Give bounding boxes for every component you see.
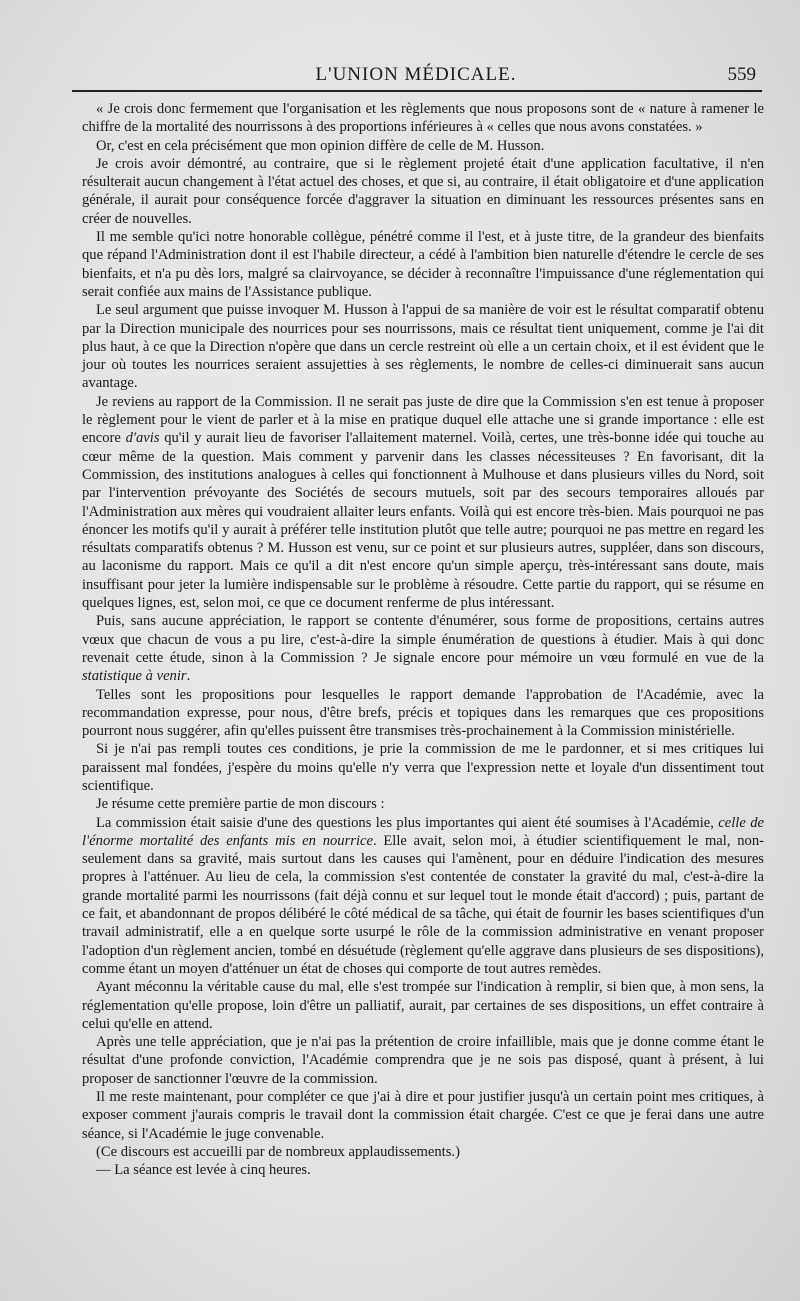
paragraph-9: Si je n'ai pas rempli toutes ces conditions, je prie la commission de me le pardonner, et si mes critiques lui paraissent mal fondées, j'espère du moins qu'elle n'y verra que l'expression nette et loyale d'un dissentiment tout scientifique. [82,741,764,794]
paragraph-6-post: qu'il y aurait lieu de favoriser l'allaitement maternel. Voilà, certes, une très-bonne idée qui touche au cœur même de la question. Mais comment y parvenir dans les classes nécessiteuses ? En favorisant, dit la Commission, des institutions analogues à celles qui fonctionnent à Mulhouse et dans plusieurs villes du Nord, soit par l'intervention prévoyante des Sociétés de secours mutuels, soit par des secours temporaires alloués par l'Administration aux mères qui voudraient allaiter leurs enfants. Voilà qui est encore très-bien. Mais pourquoi ne pas énoncer les motifs qu'il y aurait à préférer telle institution plutôt que telle autre; pourquoi ne pas mettre en regard les résultats comparatifs obtenus ? M. Husson est venu, sur ce point et sur plusieurs autres, suppléer, dans son discours, au laconisme du rapport. Mais ce qu'il a dit n'est encore qu'un simple aperçu, très-intéressant sans doute, mais insuffisant pour jeter la lumière indispensable sur le problème à résoudre. Cette partie du rapport, qui se résume en quelques lignes, est, selon moi, ce que ce document renferme de plus intéressant. [82,430,764,612]
body-text [82,100,764,1180]
paragraph-11 [82,814,764,979]
paragraph-7-pre: Puis, sans aucune appréciation, le rapport se contente d'énumérer, sous forme de propositions, certains autres vœux que chacun de vous a pu lire, c'est-à-dire la simple énumération de questions à étudier. Mais à qui donc revenait cette étude, sinon à la Commission ? Je signale encore pour mémoire un vœu formulé en vue de la [82,613,764,666]
paragraph-7-italic: statistique à venir [82,668,187,685]
running-title: L'UNION MÉDICALE. [315,64,517,85]
paragraph-10: Je résume cette première partie de mon discours : [96,796,385,813]
paragraph-6-pre: Je reviens au rapport de la Commission. Il ne serait pas juste de dire que la Commission s'en est tenue à proposer le règlement pour le vient de parler et à la mise en pratique duquel elle attache une si grande importance : elle est encore [82,393,764,447]
paragraph-1: « Je crois donc fermement que l'organisation et les règlements que nous proposons sont de « nature à ramener le chiffre de la mortalité des nourrissons à des proportions inférieures à « celles que nous avons constatées. » [82,101,764,136]
paragraph-6-italic: d'avis [125,430,160,447]
page-number: 559 [727,64,756,85]
paragraph-7 [82,612,764,685]
paragraph-14: Il me reste maintenant, pour compléter ce que j'ai à dire et pour justifier jusqu'à un certain point mes critiques, à exposer comment j'aurais compris le travail dont la commission était chargée. C'est ce que je ferai dans une autre séance, si l'Académie le juge convenable. [82,1089,764,1142]
session-end-note: — La séance est levée à cinq heures. [96,1162,311,1179]
paragraph-8: Telles sont les propositions pour lesquelles le rapport demande l'approbation de l'Académie, avec la recommandation expresse, pour nous, d'être brefs, précis et topiques dans les remarques que ces propositions pourront nous suggérer, afin qu'elles puissent être transmises très-prochainement à la Commission ministérielle. [82,686,764,740]
paragraph-6 [82,393,764,613]
applause-note: (Ce discours est accueilli par de nombreux applaudissements.) [96,1143,460,1160]
paragraph-11-pre: La commission était saisie d'une des questions les plus importantes qui aient été soumises à l'Académie, [96,814,719,831]
paragraph-12: Ayant méconnu la véritable cause du mal, elle s'est trompée sur l'indication à remplir, si bien que, à mon sens, la réglementation qu'elle propose, loin d'être un palliatif, aurait, par certaines de ses dispositions, un effet contraire à celui qu'elle en attend. [82,979,764,1032]
paragraph-5: Le seul argument que puisse invoquer M. Husson à l'appui de sa manière de voir est le résultat comparatif obtenu par la Direction municipale des nourrices pour ses nourrissons, mais ce résultat tient uniquement, comme je l'ai dit plus haut, à ce que la Direction n'opère que dans un cercle restreint où elle a un certain choix, et il est évident que le jour où toutes les nourrices seraient assujetties à ses règlements, le nombre de celles-ci diminuerait sans aucun avantage. [82,302,764,392]
paragraph-11-post: . Elle avait, selon moi, à étudier scientifiquement le mal, non-seulement dans sa gravité, mais surtout dans les causes qui l'amènent, pour en déduire l'indication des mesures propres à l'atténuer. Au lieu de cela, la commission s'est contentée de constater la gravité du mal, c'est-à-dire la grande mortalité parmi les nourrissons (fait déjà connu et sur lequel tout le monde était d'accord) ; puis, partant de ce fait, et abandonnant de propos délibéré le côté médical de sa tâche, qui était de fournir les bases scientifiques d'un travail administratif, elle a en quelque sorte usurpé le rôle de la commission administrative en venant proposer l'adoption d'un règlement ancien, tombé en désuétude (règlement qu'elle aggrave dans plusieurs de ses dispositions), comme étant un moyen d'atténuer un état de choses qui comporte de tout autres remèdes. [82,832,765,977]
page-header [72,60,760,92]
paragraph-13: Après une telle appréciation, que je n'ai pas la prétention de croire infaillible, mais que je donne comme étant le résultat d'une profonde conviction, l'Académie comprendra que je ne sois pas disposé, quant à présent, à lui proposer de sanctionner l'œuvre de la commission. [82,1034,764,1087]
paragraph-3: Je crois avoir démontré, au contraire, que si le règlement projeté était d'une application facultative, il n'en résulterait aucun changement à l'état actuel des choses, et que si, au contraire, il était obligatoire et d'une application générale, il aurait pour conséquence forcée d'aggraver la situation en diminuant les ressources présentes sans en créer de nouvelles. [82,155,764,227]
paragraph-2: Or, c'est en cela précisément que mon opinion diffère de celle de M. Husson. [96,137,545,154]
paragraph-7-post: . [186,668,191,685]
paragraph-4: Il me semble qu'ici notre honorable collègue, pénétré comme il l'est, et à juste titre, de la grandeur des bienfaits que répand l'Administration dont il est l'habile directeur, a cédé à l'ambition bien naturelle d'étendre le cercle de ses bienfaits, et n'a pu dès lors, malgré sa clairvoyance, se décider à reconnaître l'impuissance d'une réglementation qui serait confiée aux mains de l'Assistance publique. [82,229,764,300]
header-rule [72,90,762,92]
paragraph-11-italic: celle de l'énorme mortalité des enfants mis en nourrice [82,814,764,849]
